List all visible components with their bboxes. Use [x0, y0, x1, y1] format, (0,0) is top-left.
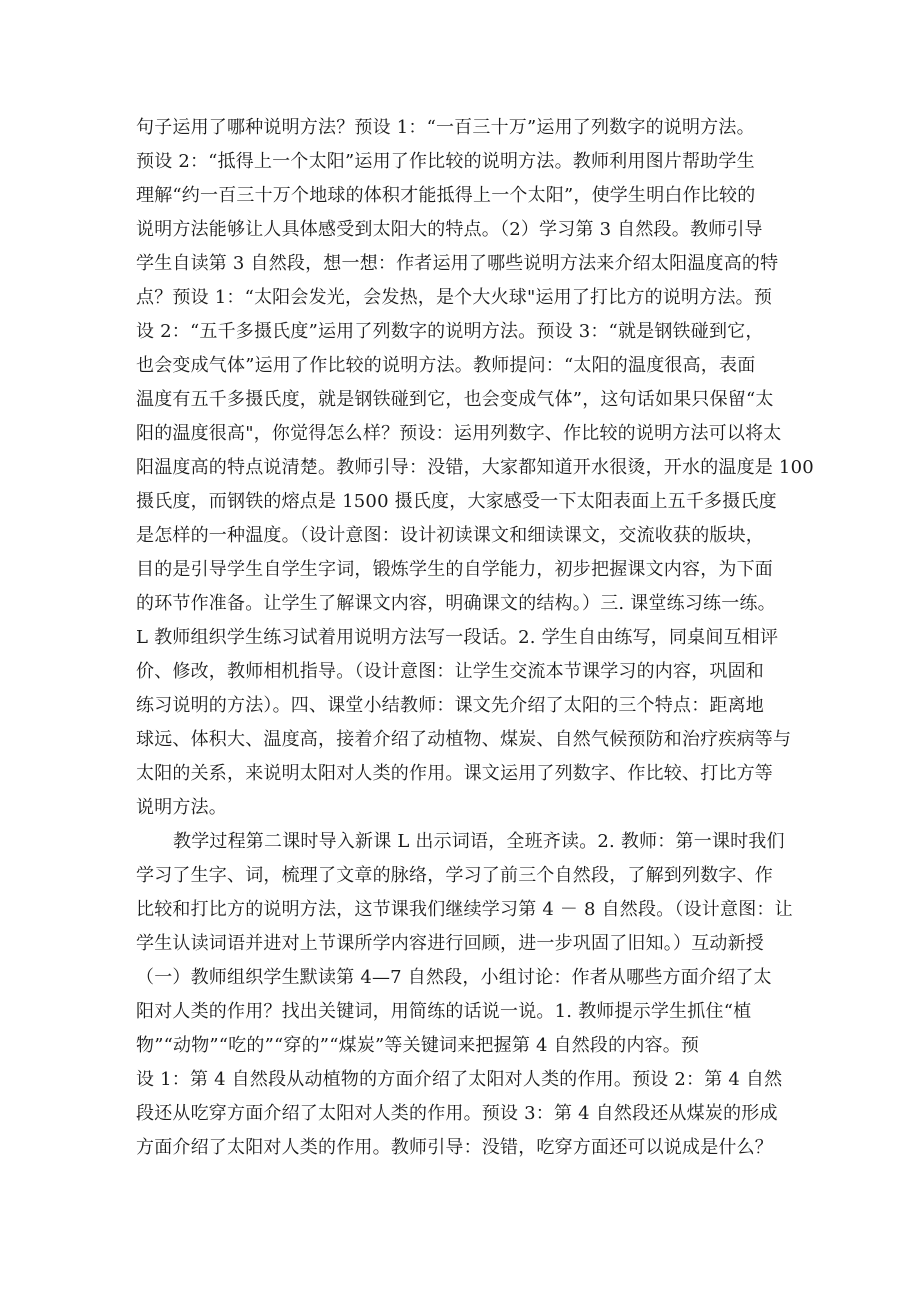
text-line: 阳对人类的作用？找出关键词，用简练的话说一说。1. 教师提示学生抓住“植: [136, 1001, 752, 1022]
text-line: 学生认读词语并进对上节课所学内容进行回顾，进一步巩固了旧知。）互动新授: [136, 933, 764, 954]
text-line: 说明方法能够让人具体感受到太阳大的特点。（2）学习第 3 自然段。教师引导: [136, 219, 763, 240]
text-line: 句子运用了哪种说明方法？预设 1：“一百三十万”运用了列数字的说明方法。: [136, 117, 755, 138]
text-line: 设 2：“五千多摄氏度”运用了列数字的说明方法。预设 3：“就是钢铁碰到它，: [136, 321, 764, 342]
text-line: （一）教师组织学生默读第 4—7 自然段，小组讨论：作者从哪些方面介绍了太: [136, 967, 772, 988]
text-line: 预设 2：“抵得上一个太阳”运用了作比较的说明方法。教师利用图片帮助学生: [136, 151, 755, 172]
text-line: 理解“约一百三十万个地球的体积才能抵得上一个太阳”，使学生明白作比较的: [136, 185, 756, 206]
text-line: 段还从吃穿方面介绍了太阳对人类的作用。预设 3：第 4 自然段还从煤炭的形成: [136, 1103, 778, 1124]
text-line: 方面介绍了太阳对人类的作用。教师引导：没错，吃穿方面还可以说成是什么？: [136, 1137, 773, 1158]
text-line: L 教师组织学生练习试着用说明方法写一段话。2. 学生自由练写，同桌间互相评: [136, 627, 779, 648]
text-line: 价、修改，教师相机指导。（设计意图：让学生交流本节课学习的内容，巩固和: [136, 661, 764, 682]
text-line: 太阳的关系，来说明太阳对人类的作用。课文运用了列数字、作比较、打比方等: [136, 763, 773, 784]
text-line: 球远、体积大、温度高，接着介绍了动植物、煤炭、自然气候预防和治疗疾病等与: [136, 729, 792, 750]
text-line: 的环节作准备。让学生了解课文内容，明确课文的结构。）三. 课堂练习练一练。: [136, 593, 776, 614]
text-line: 物”“动物”“吃的”“穿的”“煤炭”等关键词来把握第 4 自然段的内容。预: [136, 1035, 700, 1056]
text-line: 比较和打比方的说明方法，这节课我们继续学习第 4 － 8 自然段。（设计意图：让: [136, 899, 793, 920]
text-line: 教学过程第二课时导入新课 L 出示词语，全班齐读。2. 教师：第一课时我们: [173, 831, 785, 852]
paragraph-1: [136, 111, 814, 825]
text-line: 摄氏度，而钢铁的熔点是 1500 摄氏度，大家感受一下太阳表面上五千多摄氏度: [136, 491, 777, 512]
text-line: 阳温度高的特点说清楚。教师引导：没错，大家都知道开水很烫，开水的温度是 100: [136, 457, 814, 478]
text-line: 学生自读第 3 自然段，想一想：作者运用了哪些说明方法来介绍太阳温度高的特: [136, 253, 779, 274]
text-line: 设 1：第 4 自然段从动植物的方面介绍了太阳对人类的作用。预设 2：第 4 自然: [136, 1069, 783, 1090]
text-line: 也会变成气体”运用了作比较的说明方法。教师提问：“太阳的温度很高，表面: [136, 355, 756, 376]
text-line: 点？预设 1：“太阳会发光，会发热，是个大火球"运用了打比方的说明方法。预: [136, 287, 773, 308]
paragraph-2: [136, 825, 796, 1165]
text-line: 阳的温度很高"，你觉得怎么样？预设：运用列数字、作比较的说明方法可以将太: [136, 423, 782, 444]
text-line: 目的是引导学生自学生字词，锻炼学生的自学能力，初步把握课文内容，为下面: [136, 559, 773, 580]
text-line: 温度有五千多摄氏度，就是钢铁碰到它，也会变成气体”，这句话如果只保留“太: [136, 389, 774, 410]
text-line: 练习说明的方法）。四、课堂小结教师：课文先介绍了太阳的三个特点：距离地: [136, 695, 764, 716]
text-line: 是怎样的一种温度。（设计意图：设计初读课文和细读课文，交流收获的版块，: [136, 525, 764, 546]
text-line: 说明方法。: [136, 797, 227, 818]
text-line: 学习了生字、词，梳理了文章的脉络，学习了前三个自然段，了解到列数字、作: [136, 865, 773, 886]
